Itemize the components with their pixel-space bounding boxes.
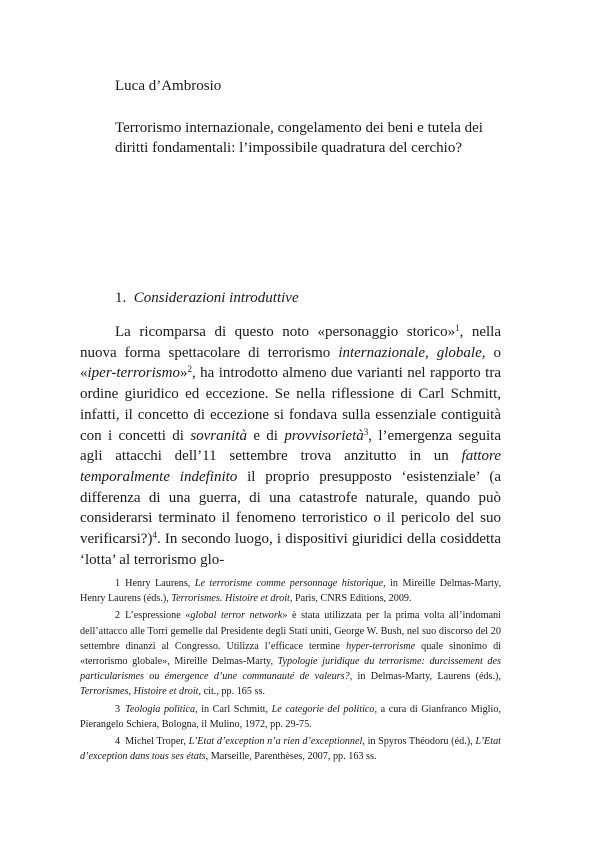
text-run: . In secondo luogo, i dispositivi giuridici della cosiddetta ‘lotta’ al terrorismo glo- — [80, 531, 501, 568]
text-run: e di — [246, 427, 285, 444]
italic-run: Typologie juridique du terrorisme: durcissement des particularismes ou émergence d’une communauté de valeurs? — [80, 656, 502, 683]
footnote-number: 3 — [115, 703, 121, 715]
text-run: , nella nuova forma spettacolare di terrorismo — [80, 324, 501, 361]
italic-run: sovranità — [190, 427, 247, 444]
author-name: Luca d’Ambrosio — [115, 78, 222, 94]
body-paragraph — [80, 322, 501, 570]
text-run: il proprio presupposto ‘esistenziale’ (a differenza di una guerra, di una catastrofe naturale, quando può considerarsi terminato il fenomeno terroristico o il pericolo del suo verificarsi?) — [80, 468, 501, 548]
text-run: , in Spyros Théodoru (éd.), — [362, 736, 476, 748]
text-run: » — [179, 365, 188, 382]
italic-run: globale — [436, 344, 482, 361]
footnote-number: 2 — [115, 610, 121, 622]
section-number: 1. — [115, 290, 127, 306]
section-title: Considerazioni introduttive — [133, 290, 299, 306]
italic-run: Le categorie del politico — [271, 703, 375, 715]
italic-run: Terrorismes. Histoire et droit — [171, 593, 290, 605]
text-run: , cit., pp. 165 ss. — [198, 686, 266, 698]
italic-run: hyper-terrorisme — [346, 640, 416, 652]
text-run: , in Mireille Delmas-Marty, Henry Laurens (éds.), — [80, 578, 501, 605]
text-run: La ricomparsa di questo noto «personaggio storico» — [115, 324, 456, 340]
text-run: , in Carl Schmitt, — [195, 703, 272, 715]
italic-run: global terror network — [190, 610, 283, 622]
italic-run: L’Etat d’exception n’a rien d’exceptionnel — [188, 736, 363, 748]
text-run: , — [424, 344, 437, 361]
footnote-4 — [80, 734, 501, 764]
footnote-3 — [80, 702, 501, 732]
text-run: L’espressione « — [125, 610, 191, 622]
footnote-ref-1[interactable]: 1 — [455, 323, 460, 333]
footnote-ref-4[interactable]: 4 — [152, 530, 157, 541]
italic-run: internazionale — [338, 344, 425, 361]
footnote-number: 4 — [115, 736, 121, 748]
text-run: , in Delmas-Marty, Laurens (éds.), — [349, 671, 501, 683]
footnote-number: 1 — [115, 578, 121, 589]
footnote-2 — [80, 608, 501, 699]
italic-run: Le terrorisme comme personnage historique — [194, 578, 384, 589]
text-run: , a cura di Gianfranco Miglio, Pierangelo Schiera, Bologna, il Mulino, 1972, pp. 29-75. — [80, 703, 501, 730]
text-run: , ha introdotto almeno due varianti nel rapporto tra ordine giuridico ed eccezione. Se nella riflessione di Carl Schmitt, infatti, il concetto di eccezione si fondava sulla essenziale contiguità con i concetti di — [80, 365, 501, 444]
chapter-title: Terrorismo internazionale, congelamento dei beni e tutela dei diritti fondamentali: l’impossibile quadratura del cerchio? — [115, 120, 483, 156]
text-run: , l’emergenza seguita agli attacchi dell’11 settembre trova anzitutto in un — [80, 427, 501, 465]
text-run: » è stata utilizzata per la prima volta all’indomani dell’attacco alle Torri gemelle dal Presidente degli Stati uniti, George W. Bush, nel suo discorso del 20 settembre dinanzi al Congresso. Utilizza l’efficace termine — [80, 610, 501, 652]
text-run: Henry Laurens, — [125, 578, 195, 589]
footnote-1 — [80, 576, 501, 606]
italic-run: Terrorismes, Histoire et droit — [80, 686, 199, 698]
text-run: quale sinonimo di «terrorismo globale», Mireille Delmas-Marty, — [80, 640, 501, 668]
text-run: Michel Troper, — [125, 736, 189, 748]
footnote-ref-3[interactable]: 3 — [363, 426, 369, 437]
section-heading — [115, 288, 299, 308]
text-run: , Marseille, Parenthèses, 2007, pp. 163 ss. — [205, 751, 377, 763]
italic-run: Teologia politica — [125, 703, 196, 715]
footnote-ref-2[interactable]: 2 — [187, 364, 192, 375]
italic-run: fattore temporalmente indefinito — [80, 448, 501, 485]
footnotes-section — [80, 576, 501, 766]
text-run: , o « — [80, 344, 502, 382]
italic-run: L’Etat d’exception dans tous ses états — [80, 736, 502, 763]
italic-run: iper-terrorismo — [87, 365, 180, 382]
italic-run: provvisorietà — [284, 427, 364, 444]
text-run: , Paris, CNRS Editions, 2009. — [289, 593, 412, 605]
